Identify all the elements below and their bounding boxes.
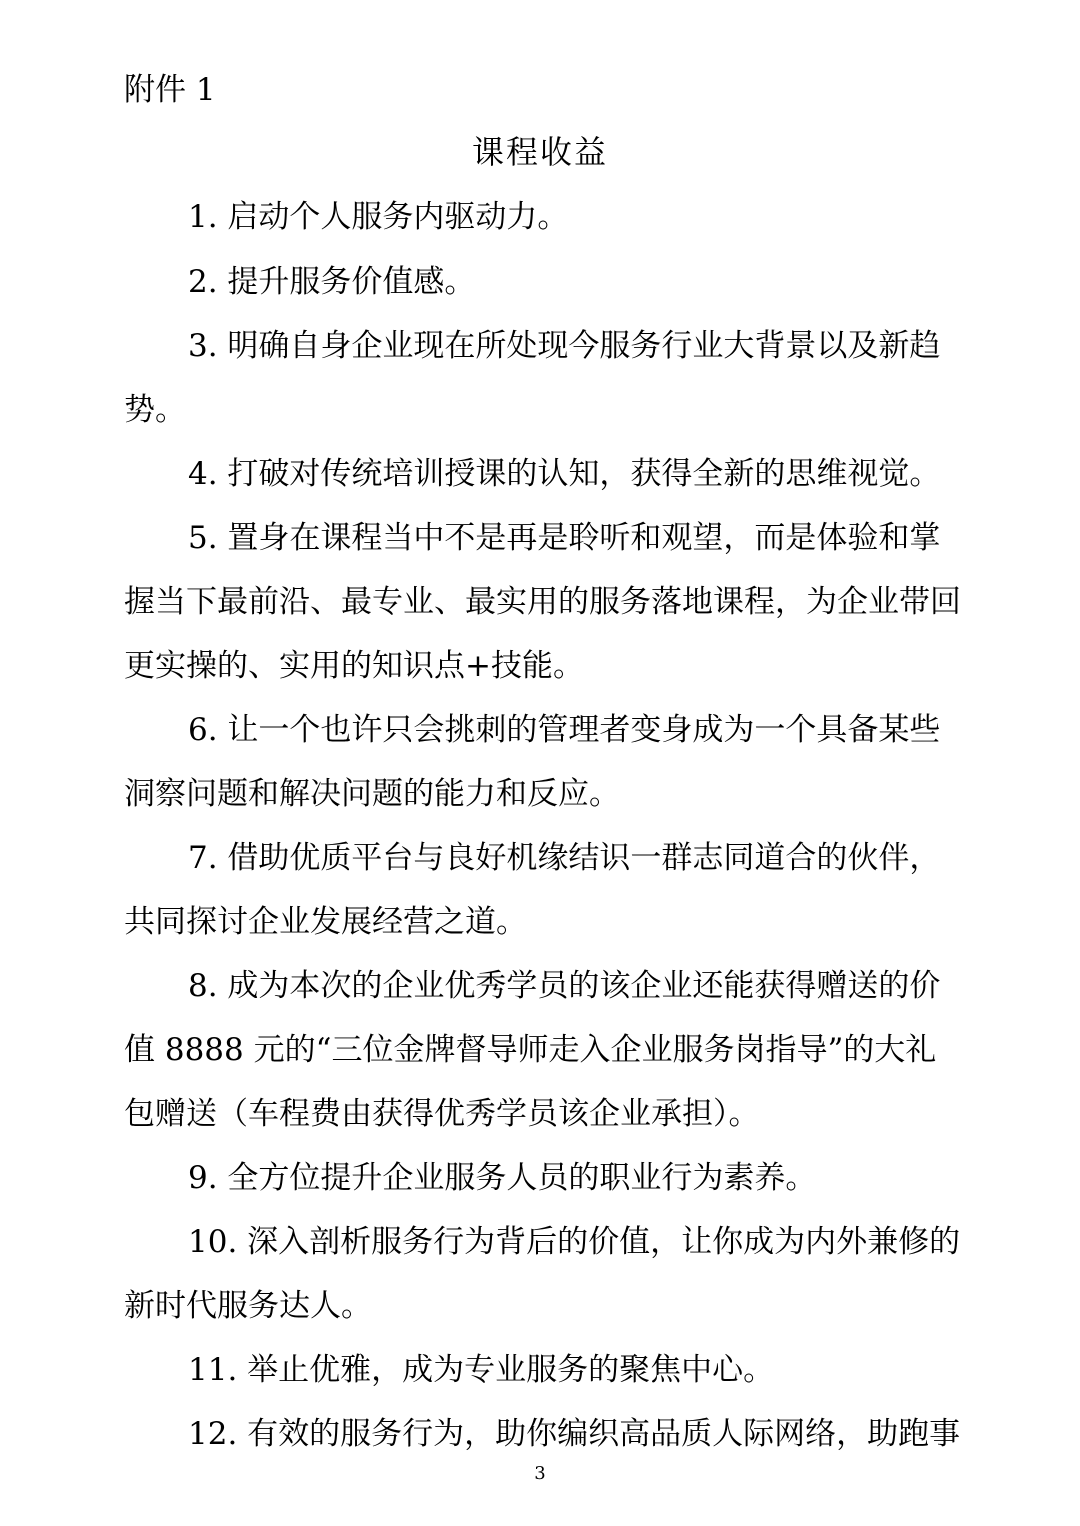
item-5-continuation-2: 更实操的、实用的知识点+技能。 — [124, 648, 584, 684]
item-5-line: 5. 置身在课程当中不是再是聆听和观望，而是体验和掌 — [188, 520, 941, 556]
item-7-line: 7. 借助优质平台与良好机缘结识一群志同道合的伙伴， — [188, 840, 941, 876]
page-number: 3 — [534, 1463, 546, 1484]
attachment-label: 附件 1 — [124, 72, 216, 108]
item-2-line: 2. 提升服务价值感。 — [188, 264, 476, 300]
item-3-line: 3. 明确自身企业现在所处现今服务行业大背景以及新趋 — [188, 328, 941, 364]
item-7-continuation: 共同探讨企业发展经营之道。 — [124, 904, 527, 940]
item-12-line: 12. 有效的服务行为，助你编织高品质人际网络，助跑事 — [188, 1416, 961, 1452]
item-11-line: 11. 举止优雅，成为专业服务的聚焦中心。 — [188, 1352, 775, 1388]
item-6-continuation: 洞察问题和解决问题的能力和反应。 — [124, 776, 620, 812]
item-10-continuation: 新时代服务达人。 — [124, 1288, 372, 1324]
page-title: 课程收益 — [471, 133, 608, 171]
item-6-line: 6. 让一个也许只会挑刺的管理者变身成为一个具备某些 — [188, 712, 941, 748]
item-1-line: 1. 启动个人服务内驱动力。 — [188, 199, 569, 235]
item-8-continuation-2: 包赠送（车程费由获得优秀学员该企业承担）。 — [124, 1096, 760, 1132]
item-9-line: 9. 全方位提升企业服务人员的职业行为素养。 — [188, 1160, 817, 1196]
item-8-line: 8. 成为本次的企业优秀学员的该企业还能获得赠送的价 — [188, 968, 941, 1004]
item-8-continuation-1: 值 8888 元的“三位金牌督导师走入企业服务岗指导”的大礼 — [124, 1032, 937, 1068]
item-10-line: 10. 深入剖析服务行为背后的价值，让你成为内外兼修的 — [188, 1224, 961, 1260]
item-4-line: 4. 打破对传统培训授课的认知，获得全新的思维视觉。 — [188, 456, 941, 492]
item-3-continuation: 势。 — [124, 392, 186, 428]
item-5-continuation-1: 握当下最前沿、最专业、最实用的服务落地课程，为企业带回 — [124, 584, 961, 620]
